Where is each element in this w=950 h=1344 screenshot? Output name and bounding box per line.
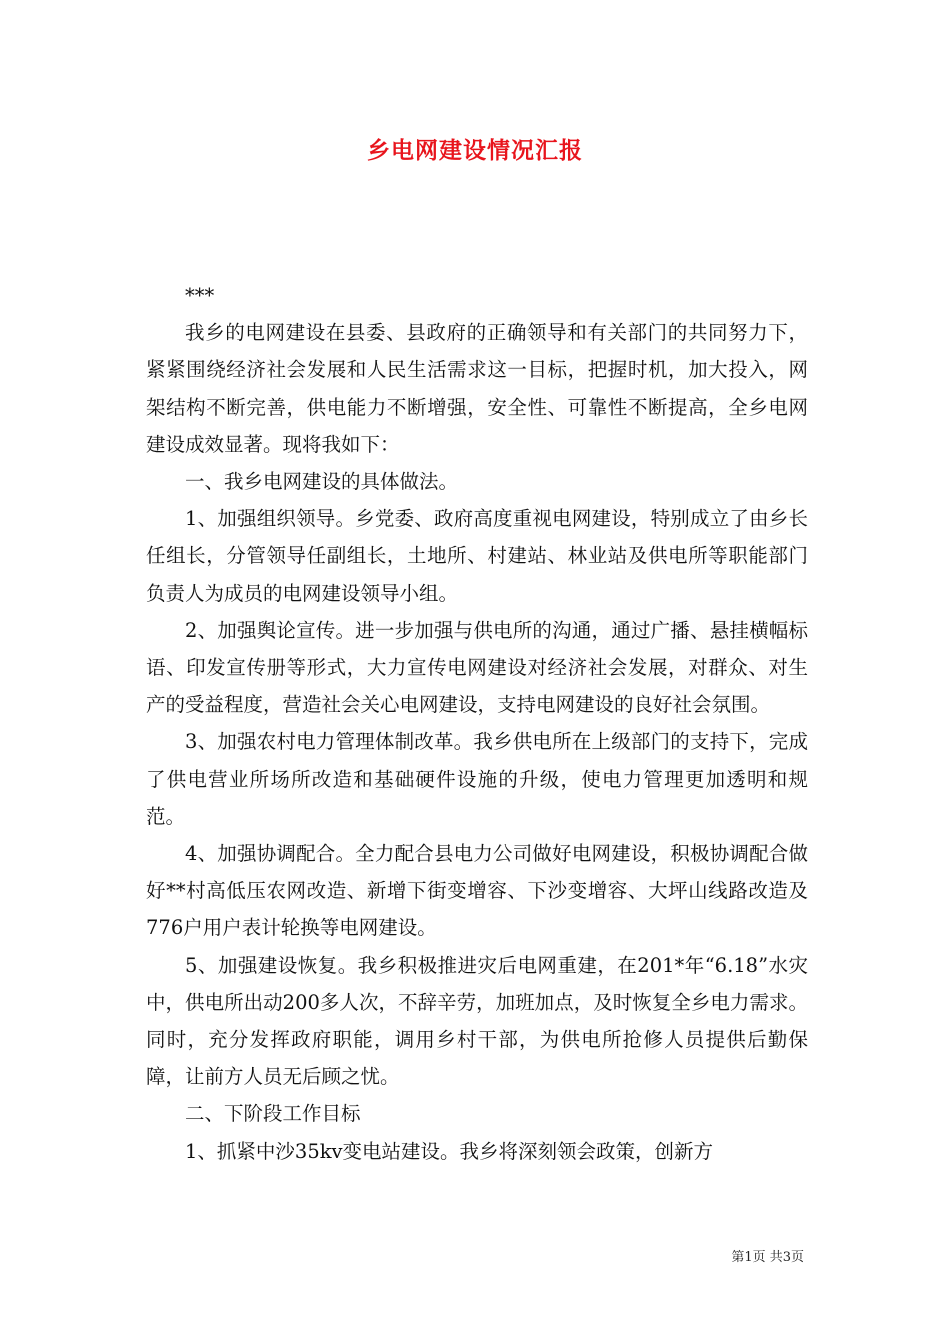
paragraph-goal-1: 1、抓紧中沙35kv变电站建设。我乡将深刻领会政策，创新方	[185, 1139, 714, 1163]
paragraph-item-2: 2、加强舆论宣传。进一步加强与供电所的沟通，通过广播、悬挂横幅标语、印发宣传册等形式，大力宣传电网建设对经济社会发展，对群众、对生产的受益程度，营造社会关心电网建设，支持电网建设的良好社会氛围。	[146, 618, 808, 717]
paragraph-intro: 我乡的电网建设在县委、县政府的正确领导和有关部门的共同努力下，紧紧围绕经济社会发展和人民生活需求这一目标，把握时机，加大投入，网架结构不断完善，供电能力不断增强，安全性、可靠性不断提高，全乡电网建设成效显著。现将我如下：	[146, 321, 808, 456]
section-heading-1: 一、我乡电网建设的具体做法。	[185, 470, 459, 494]
paragraph-item-4: 4、加强协调配合。全力配合县电力公司做好电网建设，积极协调配合做好**村高低压农网改造、新增下街变增容、下沙变增容、大坪山线路改造及776户用户表计轮换等电网建设。	[146, 842, 808, 940]
paragraph-marker: ***	[185, 284, 215, 307]
document-title: 乡电网建设情况汇报	[367, 137, 583, 164]
page-footer: 第1页 共3页	[731, 1250, 804, 1265]
document-body	[146, 277, 808, 1170]
section-heading-2: 二、下阶段工作目标	[185, 1102, 361, 1126]
paragraph-item-1: 1、加强组织领导。乡党委、政府高度重视电网建设，特别成立了由乡长任组长，分管领导任副组长，土地所、村建站、林业站及供电所等职能部门负责人为成员的电网建设领导小组。	[146, 507, 808, 605]
paragraph-item-3: 3、加强农村电力管理体制改革。我乡供电所在上级部门的支持下，完成了供电营业所场所改造和基础硬件设施的升级，使电力管理更加透明和规范。	[146, 730, 808, 828]
paragraph-item-5: 5、加强建设恢复。我乡积极推进灾后电网重建，在201*年“6.18”水灾中，供电所出动200多人次，不辞辛劳，加班加点，及时恢复全乡电力需求。同时，充分发挥政府职能，调用乡村干部，为供电所抢修人员提供后勤保障，让前方人员无后顾之忧。	[146, 953, 808, 1089]
